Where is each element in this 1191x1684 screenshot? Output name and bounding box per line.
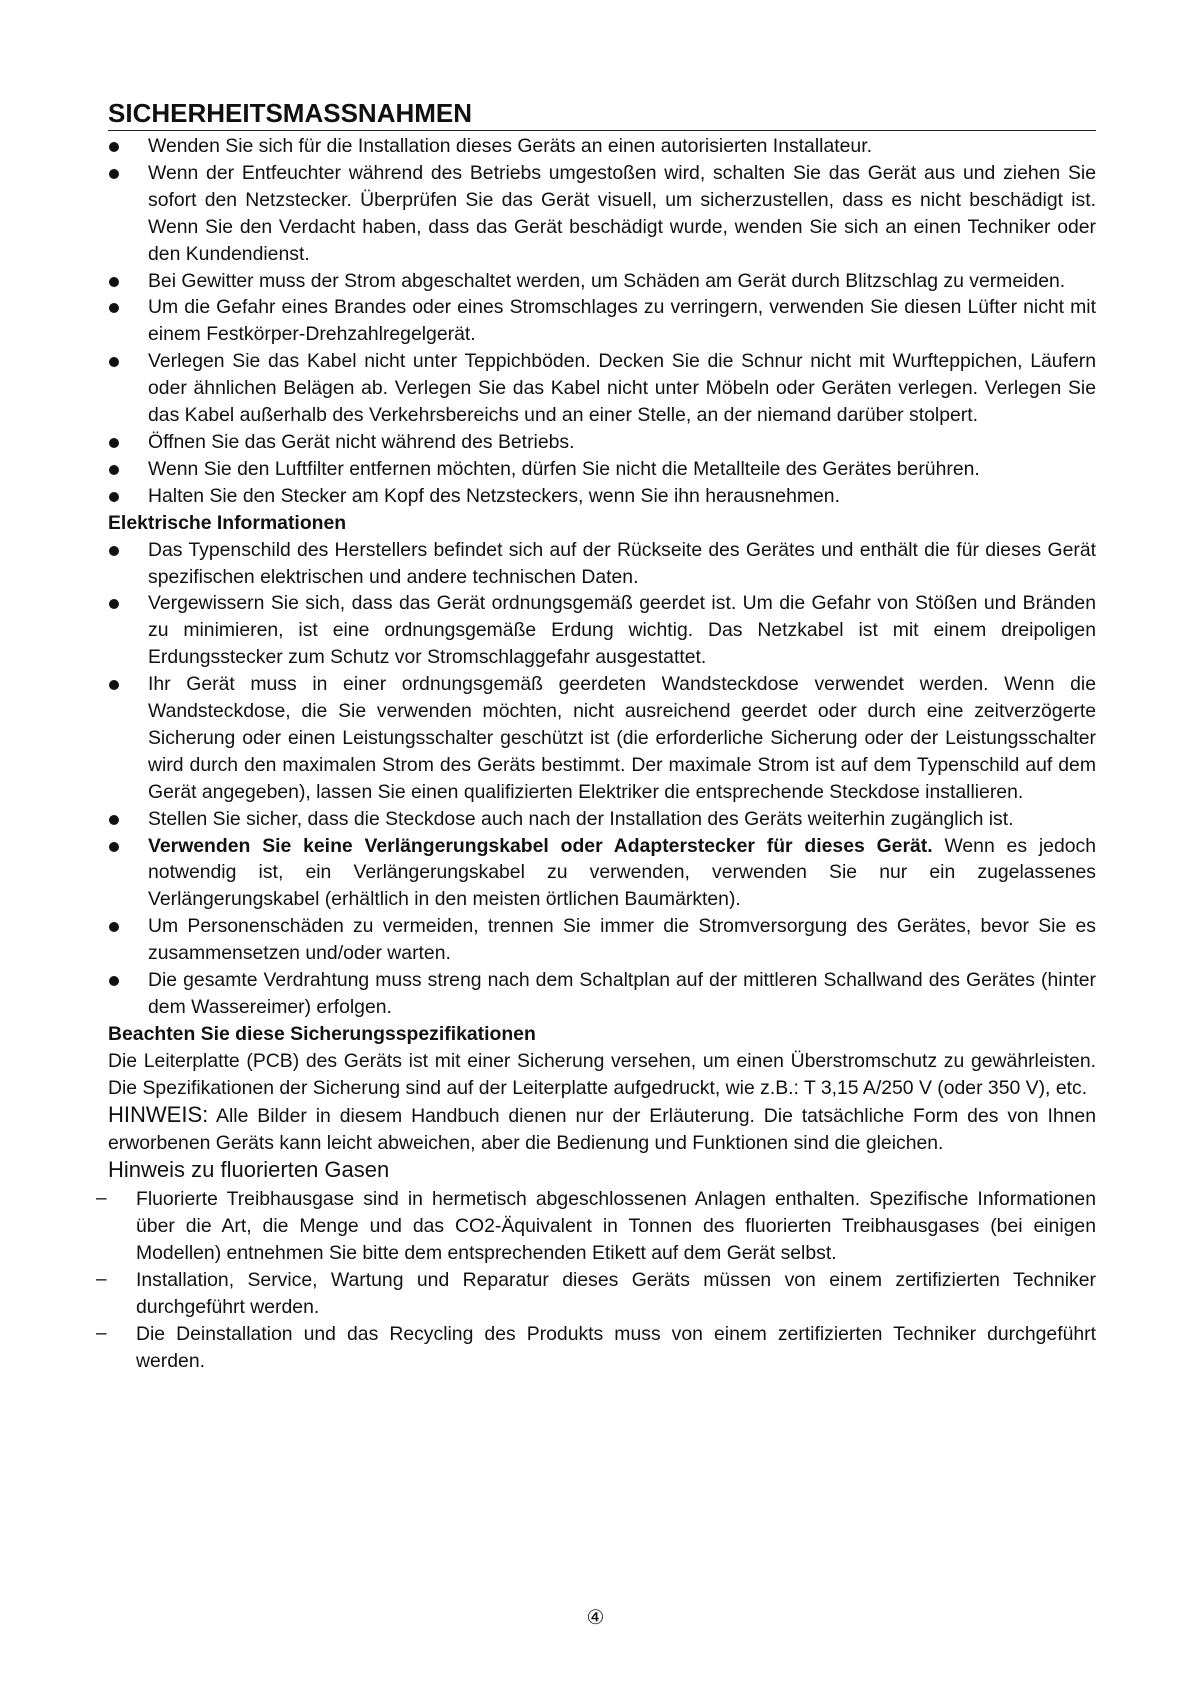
list-item: Halten Sie den Stecker am Kopf des Netzsteckers, wenn Sie ihn herausnehmen.: [108, 483, 1096, 510]
list-item: Ihr Gerät muss in einer ordnungsgemäß geerdeten Wandsteckdose verwendet werden. Wenn die Wandsteckdose, die Sie verwenden möchten, nicht ausreichend geerdet oder durch eine zeitverzögerte Sicherung oder einen Leistungsschalter geschützt ist (die erforderliche Sicherung oder der Leistungsschalter wird durch den maximalen Strom des Geräts bestimmt. Der maximale Strom ist auf dem Typenschild auf dem Gerät angegeben), lassen Sie einen qualifizierten Elektriker die entsprechende Steckdose installieren.: [108, 671, 1096, 806]
list-item-extension-warning: [108, 833, 1096, 914]
list-item: Bei Gewitter muss der Strom abgeschaltet werden, um Schäden am Gerät durch Blitzschlag zu vermeiden.: [108, 268, 1096, 295]
list-item: – Installation, Service, Wartung und Reparatur dieses Geräts müssen von einem zertifizierten Techniker durchgeführt werden.: [108, 1267, 1096, 1321]
page-number: ④: [586, 1605, 605, 1629]
document-page: [108, 96, 1096, 1375]
extension-warning-bold: Verwenden Sie keine Verlängerungskabel oder Adapterstecker für dieses Gerät.: [148, 834, 933, 857]
list-item: Öffnen Sie das Gerät nicht während des Betriebs.: [108, 429, 1096, 456]
list-item: Stellen Sie sicher, dass die Steckdose auch nach der Installation des Geräts weiterhin zugänglich ist.: [108, 806, 1096, 833]
list-item: Um Personenschäden zu vermeiden, trennen Sie immer die Stromversorgung des Gerätes, bevor Sie es zusammensetzen und/oder warten.: [108, 913, 1096, 967]
list-item: Wenn Sie den Luftfilter entfernen möchten, dürfen Sie nicht die Metallteile des Gerätes berühren.: [108, 456, 1096, 483]
extension-warning-rest: Wenn es jedoch notwendig ist, ein Verlängerungskabel zu verwenden, verwenden Sie nur ein zugelassenes Verlängerungskabel (erhältlich in den meisten örtlichen Baumärkten).: [148, 834, 1096, 911]
gases-list: [108, 1186, 1096, 1374]
safety-list: [108, 133, 1096, 510]
list-item: – Fluorierte Treibhausgase sind in hermetisch abgeschlossenen Anlagen enthalten. Spezifische Informationen über die Art, die Menge und das CO2-Äquivalent in Tonnen des fluorierten Treibhausgases (bei einigen Modellen) entnehmen Sie bitte dem entsprechenden Etikett auf dem Gerät selbst.: [108, 1186, 1096, 1267]
section-heading-fuse: Beachten Sie diese Sicherungsspezifikationen: [108, 1022, 536, 1045]
page-title: SICHERHEITSMASSNAHMEN: [108, 96, 1096, 131]
list-item: Das Typenschild des Herstellers befindet sich auf der Rückseite des Gerätes und enthält die für dieses Gerät spezifischen elektrischen und andere technischen Daten.: [108, 537, 1096, 591]
list-item: Die gesamte Verdrahtung muss streng nach dem Schaltplan auf der mittleren Schallwand des Gerätes (hinter dem Wassereimer) erfolgen.: [108, 967, 1096, 1021]
section-heading-electrical: Elektrische Informationen: [108, 511, 347, 534]
fuse-text: Die Leiterplatte (PCB) des Geräts ist mit einer Sicherung versehen, um einen Überstromschutz zu gewährleisten. Die Spezifikationen der Sicherung sind auf der Leiterplatte aufgedruckt, wie z.B.: T 3,15 A/250 V (oder 350 V), etc.: [108, 1049, 1096, 1099]
section-heading-gases: Hinweis zu fluorierten Gasen: [108, 1157, 390, 1183]
list-item: Vergewissern Sie sich, dass das Gerät ordnungsgemäß geerdet ist. Um die Gefahr von Stößen und Bränden zu minimieren, ist eine ordnungsgemäße Erdung wichtig. Das Netzkabel ist mit einem dreipoligen Erdungsstecker zum Schutz vor Stromschlaggefahr ausgestattet.: [108, 590, 1096, 671]
list-item: Wenden Sie sich für die Installation dieses Geräts an einen autorisierten Installateur.: [108, 133, 1096, 160]
list-item: – Die Deinstallation und das Recycling des Produkts muss von einem zertifizierten Techniker durchgeführt werden.: [108, 1321, 1096, 1375]
note-label: HINWEIS:: [108, 1101, 209, 1127]
list-item: Um die Gefahr eines Brandes oder eines Stromschlages zu verringern, verwenden Sie diesen Lüfter nicht mit einem Festkörper-Drehzahlregelgerät.: [108, 294, 1096, 348]
list-item: Verlegen Sie das Kabel nicht unter Teppichböden. Decken Sie die Schnur nicht mit Wurfteppichen, Läufern oder ähnlichen Belägen ab. Verlegen Sie das Kabel nicht unter Möbeln oder Geräten verlegen. Verlegen Sie das Kabel außerhalb des Verkehrsbereichs und an einer Stelle, an der niemand darüber stolpert.: [108, 348, 1096, 429]
note-paragraph: [108, 1102, 1096, 1157]
note-text: Alle Bilder in diesem Handbuch dienen nur der Erläuterung. Die tatsächliche Form des von Ihnen erworbenen Geräts kann leicht abweichen, aber die Bedienung und Funktionen sind die gleichen.: [108, 1104, 1096, 1154]
list-item: Wenn der Entfeuchter während des Betriebs umgestoßen wird, schalten Sie das Gerät aus und ziehen Sie sofort den Netzstecker. Überprüfen Sie das Gerät visuell, um sicherzustellen, dass es nicht beschädigt ist. Wenn Sie den Verdacht haben, dass das Gerät beschädigt wurde, wenden Sie sich an einen Techniker oder den Kundendienst.: [108, 160, 1096, 268]
electrical-list: [108, 537, 1096, 1021]
